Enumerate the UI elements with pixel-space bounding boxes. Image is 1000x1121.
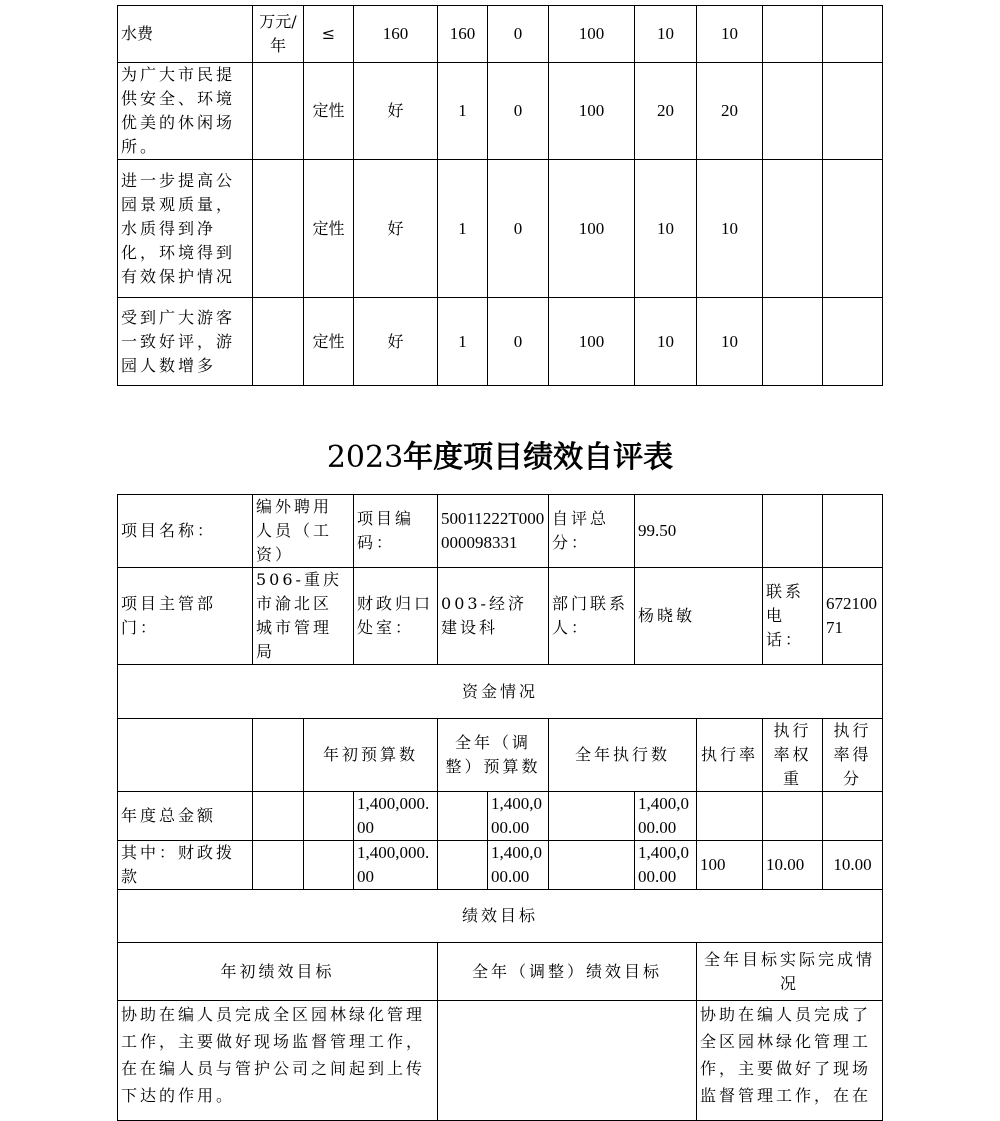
table-row <box>118 160 883 298</box>
header-initial-goal: 年初绩效目标 <box>118 943 438 1001</box>
indicator-weight: 10 <box>635 6 697 63</box>
empty-cell <box>253 841 304 890</box>
dept-value: 506-重庆市渝北区城市管理局 <box>253 568 354 665</box>
total-adjusted: 1,400,000.00 <box>488 792 549 841</box>
empty-cell <box>823 6 883 63</box>
project-code-label: 项目编码： <box>354 495 438 568</box>
indicator-rate: 100 <box>549 298 635 386</box>
funds-header-row <box>118 719 883 792</box>
empty-cell <box>304 792 354 841</box>
phone-label: 联系电话： <box>763 568 823 665</box>
indicator-rate: 100 <box>549 160 635 298</box>
empty-cell <box>763 495 823 568</box>
contact-label: 部门联系人： <box>549 568 635 665</box>
fiscal-weight: 10.00 <box>763 841 823 890</box>
indicator-name: 受到广大游客一致好评，游园人数增多 <box>118 298 253 386</box>
indicator-actual: 1 <box>438 63 488 160</box>
indicator-type: 定性 <box>304 63 354 160</box>
fiscal-initial: 1,400,000.00 <box>354 841 438 890</box>
indicator-name: 水费 <box>118 6 253 63</box>
project-code-value: 50011222T000000098331 <box>438 495 549 568</box>
indicator-weight: 10 <box>635 160 697 298</box>
indicator-type: 定性 <box>304 298 354 386</box>
empty-cell <box>823 495 883 568</box>
table-row <box>118 63 883 160</box>
header-rate-score: 执行率得分 <box>823 719 883 792</box>
dept-label: 项目主管部门： <box>118 568 253 665</box>
header-adjusted-budget: 全年（调整）预算数 <box>438 719 549 792</box>
phone-value: 67210071 <box>823 568 883 665</box>
empty-cell <box>549 792 635 841</box>
funds-section-title: 资金情况 <box>118 665 883 719</box>
indicator-unit <box>253 298 304 386</box>
total-score <box>823 792 883 841</box>
empty-cell <box>763 160 823 298</box>
actual-completion-text: 协助在编人员完成了全区园林绿化管理工作，主要做好了现场监督管理工作，在在 <box>697 1001 883 1121</box>
indicator-weight: 10 <box>635 298 697 386</box>
table-row <box>118 298 883 386</box>
indicator-actual: 160 <box>438 6 488 63</box>
indicator-score: 10 <box>697 160 763 298</box>
empty-cell <box>438 841 488 890</box>
indicator-name: 进一步提高公园景观质量，水质得到净化，环境得到有效保护情况 <box>118 160 253 298</box>
header-executed: 全年执行数 <box>549 719 697 792</box>
empty-cell <box>823 63 883 160</box>
goals-section-title: 绩效目标 <box>118 890 883 943</box>
indicator-score: 20 <box>697 63 763 160</box>
empty-cell <box>763 6 823 63</box>
fiscal-executed: 1,400,000.00 <box>635 841 697 890</box>
fiscal-label: 其中：财政拨款 <box>118 841 253 890</box>
indicator-name: 为广大市民提供安全、环境优美的休闲场所。 <box>118 63 253 160</box>
indicator-weight: 20 <box>635 63 697 160</box>
indicator-deviation: 0 <box>488 298 549 386</box>
contact-value: 杨晓敏 <box>635 568 763 665</box>
initial-goal-text: 协助在编人员完成全区园林绿化管理工作，主要做好现场监督管理工作，在在编人员与管护公司之间起到上传下达的作用。 <box>118 1001 438 1121</box>
funds-section-row <box>118 665 883 719</box>
total-label: 年度总金额 <box>118 792 253 841</box>
goals-section-row <box>118 890 883 943</box>
empty-cell <box>549 841 635 890</box>
self-score-value: 99.50 <box>635 495 763 568</box>
office-label: 财政归口处室： <box>354 568 438 665</box>
department-row <box>118 568 883 665</box>
indicator-score: 10 <box>697 6 763 63</box>
indicator-rate: 100 <box>549 6 635 63</box>
indicator-deviation: 0 <box>488 6 549 63</box>
project-name-value: 编外聘用人员（工资） <box>253 495 354 568</box>
header-rate-weight: 执行率权重 <box>763 719 823 792</box>
indicator-unit: 万元/年 <box>253 6 304 63</box>
total-executed: 1,400,000.00 <box>635 792 697 841</box>
fiscal-adjusted: 1,400,000.00 <box>488 841 549 890</box>
table-row <box>118 6 883 63</box>
indicator-deviation: 0 <box>488 160 549 298</box>
title-text: 年度项目绩效自评表 <box>403 440 674 475</box>
empty-cell <box>823 160 883 298</box>
total-initial: 1,400,000.00 <box>354 792 438 841</box>
indicator-actual: 1 <box>438 160 488 298</box>
indicator-type: 定性 <box>304 160 354 298</box>
empty-cell <box>253 792 304 841</box>
office-value: 003-经济建设科 <box>438 568 549 665</box>
header-initial-budget: 年初预算数 <box>304 719 438 792</box>
header-exec-rate: 执行率 <box>697 719 763 792</box>
header-adjusted-goal: 全年（调整）绩效目标 <box>438 943 697 1001</box>
project-name-label: 项目名称： <box>118 495 253 568</box>
indicator-rate: 100 <box>549 63 635 160</box>
header-actual-completion: 全年目标实际完成情况 <box>697 943 883 1001</box>
indicator-type: ≤ <box>304 6 354 63</box>
indicator-actual: 1 <box>438 298 488 386</box>
empty-cell <box>438 792 488 841</box>
indicator-table <box>117 5 883 386</box>
indicator-standard: 160 <box>354 6 438 63</box>
table-row <box>118 841 883 890</box>
fiscal-rate: 100 <box>697 841 763 890</box>
empty-cell <box>763 63 823 160</box>
indicator-standard: 好 <box>354 63 438 160</box>
empty-cell <box>253 719 304 792</box>
empty-cell <box>118 719 253 792</box>
total-weight <box>763 792 823 841</box>
goals-header-row <box>118 943 883 1001</box>
table-row <box>118 792 883 841</box>
self-score-label: 自评总分： <box>549 495 635 568</box>
indicator-deviation: 0 <box>488 63 549 160</box>
indicator-score: 10 <box>697 298 763 386</box>
project-info-row <box>118 495 883 568</box>
indicator-standard: 好 <box>354 160 438 298</box>
total-rate <box>697 792 763 841</box>
evaluation-table <box>117 494 883 1121</box>
adjusted-goal-text <box>438 1001 697 1121</box>
empty-cell <box>823 298 883 386</box>
indicator-standard: 好 <box>354 298 438 386</box>
title-year: 2023 <box>326 440 404 475</box>
empty-cell <box>763 298 823 386</box>
empty-cell <box>304 841 354 890</box>
indicator-unit <box>253 63 304 160</box>
indicator-unit <box>253 160 304 298</box>
page-title <box>0 436 1000 480</box>
goals-content-row <box>118 1001 883 1121</box>
fiscal-score: 10.00 <box>823 841 883 890</box>
